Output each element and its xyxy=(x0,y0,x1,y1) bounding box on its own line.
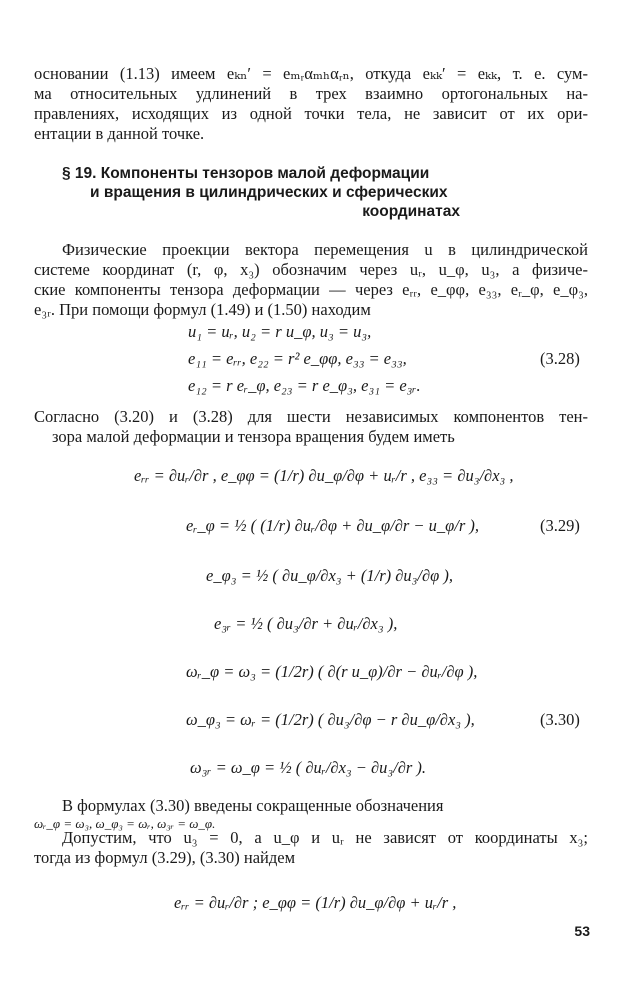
text-line: системе координат (r, φ, x₃) обозначим через uᵣ, u_φ, u₃, а физиче- xyxy=(34,260,588,279)
text-line: ские компоненты тензора деформации — через eᵣᵣ, e_φφ, e₃₃, eᵣ_φ, e_φ₃, xyxy=(34,280,588,299)
equation-row: eᵣᵣ = ∂uᵣ/∂r , e_φφ = (1/r) ∂u_φ/∂φ + uᵣ/r , e₃₃ = ∂u₃/∂x₃ , xyxy=(134,466,514,485)
text-line: Физические проекции вектора перемещения u в цилиндрической xyxy=(62,240,588,259)
text-line: Допустим, что u₃ = 0, а u_φ и uᵣ не зависят от координаты x₃; xyxy=(62,828,588,847)
equation-row: u₁ = uᵣ, u₂ = r u_φ, u₃ = u₃, xyxy=(188,322,372,341)
page-number: 53 xyxy=(574,923,590,939)
text-line: ма относительных удлинений в трех взаимно ортогональных на- xyxy=(34,84,588,103)
text-line: зора малой деформации и тензора вращения будем иметь xyxy=(52,427,455,446)
section-heading: § 19. Компоненты тензоров малой деформации xyxy=(62,165,430,182)
text-line: тогда из формул (3.29), (3.30) найдем xyxy=(34,848,296,867)
equation-row: ω_φ₃ = ωᵣ = (1/2r) ( ∂u₃/∂φ − r ∂u_φ/∂x₃ ), xyxy=(186,710,475,729)
text-line: ωᵣ_φ = ω₃, ω_φ₃ = ωᵣ, ω₃ᵣ = ω_φ. xyxy=(34,816,216,831)
text-line: основании (1.13) имеем eₖₙ′ = eₘᵣαₘₕαᵣₙ, откуда eₖₖ′ = eₖₖ, т. е. сум- xyxy=(34,64,588,83)
text-line: В формулах (3.30) введены сокращенные обозначения xyxy=(62,796,444,815)
section-heading: и вращения в цилиндрических и сферических xyxy=(90,184,448,201)
text-line: Согласно (3.20) и (3.28) для шести независимых компонентов тен- xyxy=(34,407,588,426)
equation-number: (3.30) xyxy=(540,710,580,729)
equation-row: e₁₂ = r eᵣ_φ, e₂₃ = r e_φ₃, e₃₁ = e₃ᵣ. xyxy=(188,376,421,395)
equation-row: eᵣᵣ = ∂uᵣ/∂r ; e_φφ = (1/r) ∂u_φ/∂φ + uᵣ/r , xyxy=(174,893,457,912)
equation-row: ωᵣ_φ = ω₃ = (1/2r) ( ∂(r u_φ)/∂r − ∂uᵣ/∂φ ), xyxy=(186,662,478,681)
equation-number: (3.28) xyxy=(540,349,580,368)
text-line: ентации в данной точке. xyxy=(34,124,205,143)
equation-row: e₁₁ = eᵣᵣ, e₂₂ = r² e_φφ, e₃₃ = e₃₃, xyxy=(188,349,407,368)
text-line: e₃ᵣ. При помощи формул (1.49) и (1.50) находим xyxy=(34,300,371,319)
section-heading: координатах xyxy=(362,203,460,220)
text-line: правлениях, исходящих из одной точки тела, не зависит от их ори- xyxy=(34,104,588,123)
equation-row: e₃ᵣ = ½ ( ∂u₃/∂r + ∂uᵣ/∂x₃ ), xyxy=(214,614,398,633)
equation-number: (3.29) xyxy=(540,516,580,535)
equation-row: e_φ₃ = ½ ( ∂u_φ/∂x₃ + (1/r) ∂u₃/∂φ ), xyxy=(206,566,454,585)
equation-row: eᵣ_φ = ½ ( (1/r) ∂uᵣ/∂φ + ∂u_φ/∂r − u_φ/r ), xyxy=(186,516,480,535)
equation-row: ω₃ᵣ = ω_φ = ½ ( ∂uᵣ/∂x₃ − ∂u₃/∂r ). xyxy=(190,758,427,777)
